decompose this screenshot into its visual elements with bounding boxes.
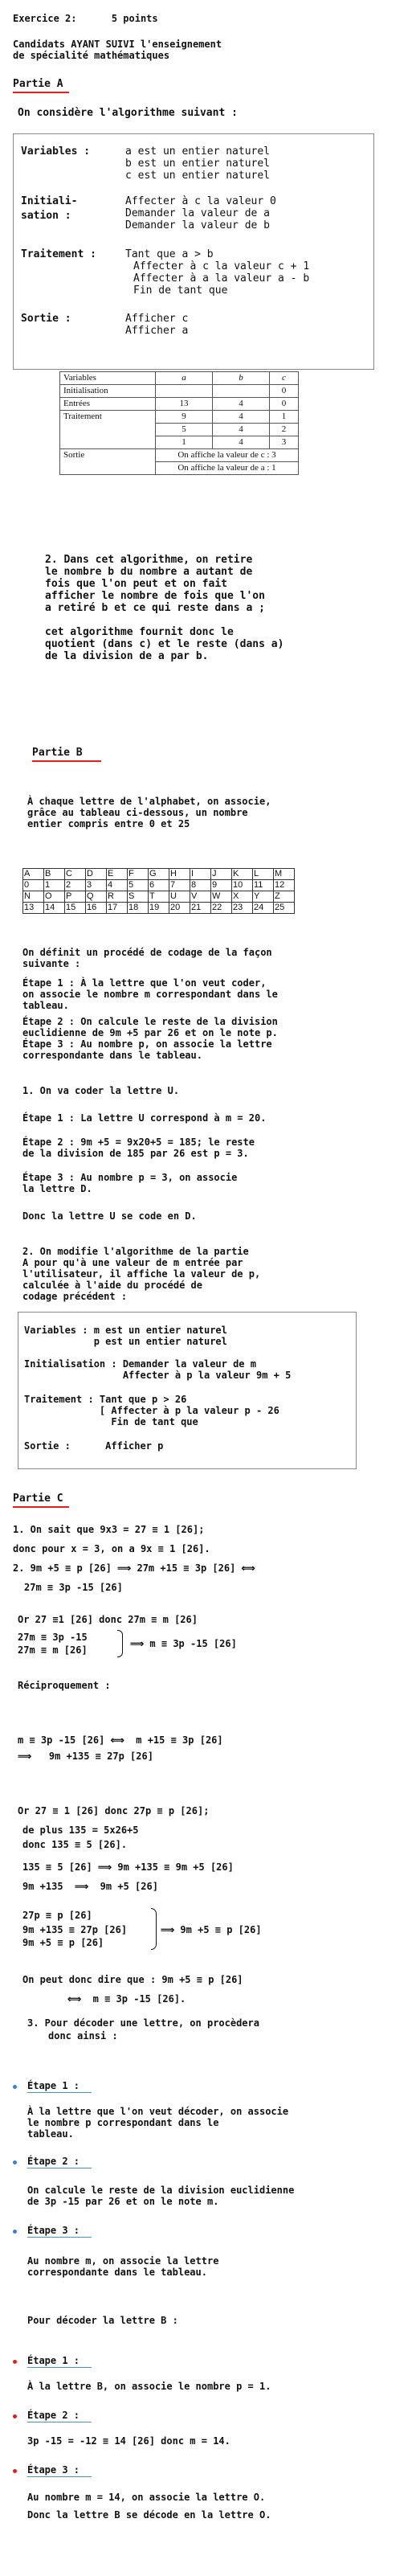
init-line: Demander la valeur de b [125,219,271,231]
text-line: euclidienne de 9m +5 par 26 et on le note p. [22,1027,278,1038]
text-line: fois que l'on peut et on fait [45,578,227,590]
bullet-icon [13,2360,17,2364]
text-line: a retiré b et ce qui reste dans a ; [45,602,265,614]
alphabet-cell: 16 [86,903,107,914]
alphabet-cell: 10 [232,880,253,891]
step-title: Étape 2 : [27,2410,80,2421]
text-line: Étape 1 : La lettre U correspond à m = 20. [22,1112,267,1124]
alphabet-cell: Y [253,891,274,903]
table-header: b [213,372,270,385]
init-line: Affecter à c la valeur 0 [125,195,276,207]
alphabet-cell: J [211,869,232,880]
text-line: 2. On modifie l'algorithme de la partie [22,1246,249,1257]
table-cell: 4 [213,424,270,436]
text-line: Étape 2 : On calcule le reste de la division [22,1016,278,1027]
text-line: de la division de 185 par 26 est p = 3. [22,1148,249,1159]
table-header: a [156,372,213,385]
text-line: 2. Dans cet algorithme, on retire [45,554,253,566]
output-label: Sortie : [21,313,71,325]
step-underline [27,2367,92,2368]
alphabet-cell: U [169,891,190,903]
text-line: tableau. [22,1000,69,1011]
text-line: 1. On va coder la lettre U. [22,1085,180,1096]
step-title: Étape 3 : [27,2225,80,2236]
alphabet-cell: R [107,891,128,903]
text-line: cet algorithme fournit donc le [45,626,234,638]
math-line: Réciproquement : [18,1680,111,1691]
alphabet-cell: 13 [23,903,44,914]
table-cell: 3 [270,436,299,449]
alphabet-cell: 15 [65,903,86,914]
alphabet-cell: 7 [169,880,190,891]
step-body: de 3p -15 par 26 et on le note m. [27,2196,219,2207]
alphabet-cell: N [23,891,44,903]
part-b-underline [32,760,101,762]
table-cell: 0 [270,385,299,398]
text-line: A pour qu'à une valeur de m entrée par [22,1257,243,1268]
init-label: sation : [21,210,71,222]
part-a-underline [13,92,69,93]
alphabet-cell: K [232,869,253,880]
alphabet-cell: 23 [232,903,253,914]
step-body: À la lettre que l'on veut décoder, on associe [27,2106,289,2117]
alphabet-cell: 0 [23,880,44,891]
code-line: Traitement : Tant que p > 26 [24,1394,187,1405]
bullet-icon [13,2230,17,2234]
alphabet-cell: 25 [274,903,295,914]
alphabet-cell: M [274,869,295,880]
trace-table [59,371,299,475]
alphabet-cell: A [23,869,44,880]
step-title: Étape 1 : [27,2080,80,2091]
row-label: Initialisation [60,385,156,398]
alphabet-row [23,891,295,903]
step-body: À la lettre B, on associe le nombre p = 1. [27,2381,271,2392]
variables-line: a est un entier naturel [125,145,271,158]
alphabet-cell: E [107,869,128,880]
alphabet-cell: 19 [149,903,169,914]
code-line: Sortie : Afficher p [24,1440,164,1452]
math-line: 27m ≡ 3p -15 [26] [24,1582,123,1593]
variables-line: b est un entier naturel [125,158,271,170]
table-cell: 0 [270,398,299,411]
code-line: Variables : m est un entier naturel [24,1325,227,1336]
table-cell: 1 [270,411,299,424]
treat-line: Affecter à a la valeur a - b [133,272,310,285]
init-line: Demander la valeur de a [125,207,271,219]
text-line: de la division de a par b. [45,650,209,662]
alphabet-cell: 11 [253,880,274,891]
brace [117,1630,123,1657]
exercise-title: Exercice 2: 5 points [13,13,158,24]
alphabet-row [23,880,295,891]
code-line: Initialisation : Demander la valeur de m [24,1358,256,1370]
alphabet-cell: 17 [107,903,128,914]
table-cell: 4 [213,436,270,449]
row-label: Entrées [60,398,156,411]
alphabet-cell: P [65,891,86,903]
step-underline [27,2168,92,2169]
math-line: donc ainsi : [48,2030,118,2042]
math-line: 27m ≡ m [26] [18,1644,88,1656]
text-line: Étape 3 : Au nombre p, on associe la lettre [22,1038,272,1050]
alphabet-cell: C [65,869,86,880]
alphabet-cell: 20 [169,903,190,914]
math-line: 27p ≡ p [26] [22,1910,92,1921]
variables-line: c est un entier naturel [125,170,271,182]
treat-line: Tant que a > b [125,248,214,260]
output-line: Afficher a [125,325,189,337]
bullet-icon [13,2414,17,2418]
step-body: Au nombre m = 14, on associe la lettre O. [27,2492,266,2503]
math-line: donc pour x = 3, on a 9x ≡ 1 [26]. [13,1543,210,1554]
table-cell: On affiche la valeur de c : 3 [156,449,299,462]
row-label: Sortie [60,449,156,475]
alphabet-cell: 12 [274,880,295,891]
bullet-icon [13,2469,17,2473]
alphabet-cell: 4 [107,880,128,891]
math-line: 27m ≡ 3p -15 [18,1632,88,1643]
text-line: On définit un procédé de codage de la façon [22,947,272,958]
math-line: Or 27 ≡1 [26] donc 27m ≡ m [26] [18,1614,198,1625]
math-line: 9m +135 ≡ 27p [26] [22,1924,128,1935]
treat-line: Fin de tant que [133,285,228,297]
math-line: ⟺ m ≡ 3p -15 [26]. [67,1993,186,2005]
math-line: ⟹ 9m +135 ≡ 27p [26] [18,1751,153,1762]
alphabet-cell: T [149,891,169,903]
math-line: de plus 135 = 5x26+5 [22,1824,139,1836]
alphabet-row [23,869,295,880]
treat-line: Affecter à c la valeur c + 1 [133,260,310,272]
alphabet-cell: G [149,869,169,880]
alphabet-table [22,868,295,914]
text-line: Étape 2 : 9m +5 = 9x20+5 = 185; le reste [22,1136,255,1148]
alphabet-cell: V [190,891,211,903]
math-line: m ≡ 3p -15 [26] ⟺ m +15 ≡ 3p [26] [18,1734,223,1746]
math-line: ⟹ m ≡ 3p -15 [26] [130,1638,237,1649]
part-c-title: Partie C [13,1493,63,1505]
table-header: Variables [60,372,156,385]
text-line: calculée à l'aide du procédé de [22,1280,202,1291]
text-line: on associe le nombre m correspondant dans le [22,989,278,1000]
part-a-title: Partie A [13,78,63,90]
treat-label: Traitement : [21,248,96,260]
candidates-line-2: de spécialité mathématiques [13,50,170,61]
alphabet-cell: 22 [211,903,232,914]
output-line: Afficher c [125,313,189,325]
alphabet-cell: S [128,891,149,903]
code-line: Fin de tant que [24,1416,198,1427]
text-line: afficher le nombre de fois que l'on [45,590,265,602]
math-line: 3. Pour décoder une lettre, on procèdera [27,2017,259,2029]
alphabet-cell: L [253,869,274,880]
math-line: 9m +135 ⟹ 9m +5 [26] [22,1881,158,1892]
step-title: Étape 1 : [27,2355,80,2366]
math-line: 2. 9m +5 ≡ p [26] ⟹ 27m +15 ≡ 3p [26] ⟺ [13,1562,255,1574]
math-line: On peut donc dire que : 9m +5 ≡ p [26] [22,1974,243,1985]
alphabet-cell: H [169,869,190,880]
text-line: Étape 1 : À la lettre que l'on veut coder, [22,977,267,989]
alphabet-cell: D [86,869,107,880]
math-line: 1. On sait que 9x3 = 27 ≡ 1 [26]; [13,1524,205,1535]
table-cell: 9 [156,411,213,424]
alphabet-cell: 2 [65,880,86,891]
alphabet-cell: 6 [149,880,169,891]
alphabet-cell: 14 [44,903,65,914]
alphabet-cell: 5 [128,880,149,891]
alphabet-cell: O [44,891,65,903]
variables-label: Variables : [21,145,91,158]
step-body: On calcule le reste de la division euclidienne [27,2185,295,2196]
row-label: Traitement [60,411,156,449]
part-b-intro: À chaque lettre de l'alphabet, on associe, [27,796,271,807]
step-title: Étape 2 : [27,2156,80,2167]
alphabet-cell: 9 [211,880,232,891]
code-line: [ Affecter à p la valeur p - 26 [24,1405,279,1416]
math-line: ⟹ 9m +5 ≡ p [26] [161,1924,262,1935]
part-c-underline [13,1506,69,1508]
part-b-intro: entier compris entre 0 et 25 [27,818,190,829]
table-cell: 4 [213,398,270,411]
step-body: correspondante dans le tableau. [27,2267,207,2278]
text-line: Donc la lettre U se code en D. [22,1210,197,1222]
text-line: suivante : [22,958,81,969]
part-b-intro: grâce au tableau ci-dessous, un nombre [27,807,248,818]
step-underline [27,2237,92,2238]
code-line: p est un entier naturel [24,1336,227,1347]
init-label: Initiali- [21,195,78,207]
step-body: 3p -15 = -12 ≡ 14 [26] donc m = 14. [27,2435,230,2447]
bullet-icon [13,2085,17,2089]
alphabet-cell: 1 [44,880,65,891]
text-line: codage précédent : [22,1291,128,1302]
alphabet-cell: X [232,891,253,903]
text-line: l'utilisateur, il affiche la valeur de p, [22,1268,261,1280]
step-underline [27,2476,92,2477]
alphabet-cell: F [128,869,149,880]
brace [151,1908,157,1950]
alphabet-cell: Q [86,891,107,903]
alphabet-cell: 18 [128,903,149,914]
math-line: 135 ≡ 5 [26] ⟹ 9m +135 ≡ 9m +5 [26] [22,1861,234,1873]
text-line: correspondante dans le tableau. [22,1050,202,1061]
math-line: donc 135 ≡ 5 [26]. [22,1839,128,1850]
conclusion: Donc la lettre B se décode en la lettre O. [27,2509,271,2521]
text-line: Étape 3 : Au nombre p = 3, on associe [22,1172,238,1183]
table-cell: 4 [213,411,270,424]
step-underline [27,2092,92,2093]
part-a-intro: On considère l'algorithme suivant : [18,107,238,119]
table-cell: 5 [156,424,213,436]
math-line: Or 27 ≡ 1 [26] donc 27p ≡ p [26]; [18,1805,210,1816]
part-b-title: Partie B [32,747,83,759]
alphabet-cell: W [211,891,232,903]
alphabet-cell: I [190,869,211,880]
bullet-icon [13,2160,17,2164]
math-line: 9m +5 ≡ p [26] [22,1937,104,1948]
table-header: c [270,372,299,385]
table-cell: 2 [270,424,299,436]
text-line: quotient (dans c) et le reste (dans a) [45,638,284,650]
step-body: le nombre p correspondant dans le [27,2117,219,2128]
step-body: tableau. [27,2128,74,2140]
alphabet-cell: 24 [253,903,274,914]
alphabet-cell: Z [274,891,295,903]
text-line: la lettre D. [22,1183,92,1194]
table-cell: On affiche la valeur de a : 1 [156,462,299,475]
decode-intro: Pour décoder la lettre B : [27,2315,178,2326]
alphabet-row [23,903,295,914]
table-cell: 1 [156,436,213,449]
step-title: Étape 3 : [27,2464,80,2476]
step-body: Au nombre m, on associe la lettre [27,2255,219,2267]
table-cell: 13 [156,398,213,411]
code-line: Affecter à p la valeur 9m + 5 [24,1370,292,1381]
candidates-line-1: Candidats AYANT SUIVI l'enseignement [13,39,222,50]
alphabet-cell: 8 [190,880,211,891]
alphabet-cell: 3 [86,880,107,891]
alphabet-cell: 21 [190,903,211,914]
text-line: le nombre b du nombre a autant de [45,566,253,578]
alphabet-cell: B [44,869,65,880]
